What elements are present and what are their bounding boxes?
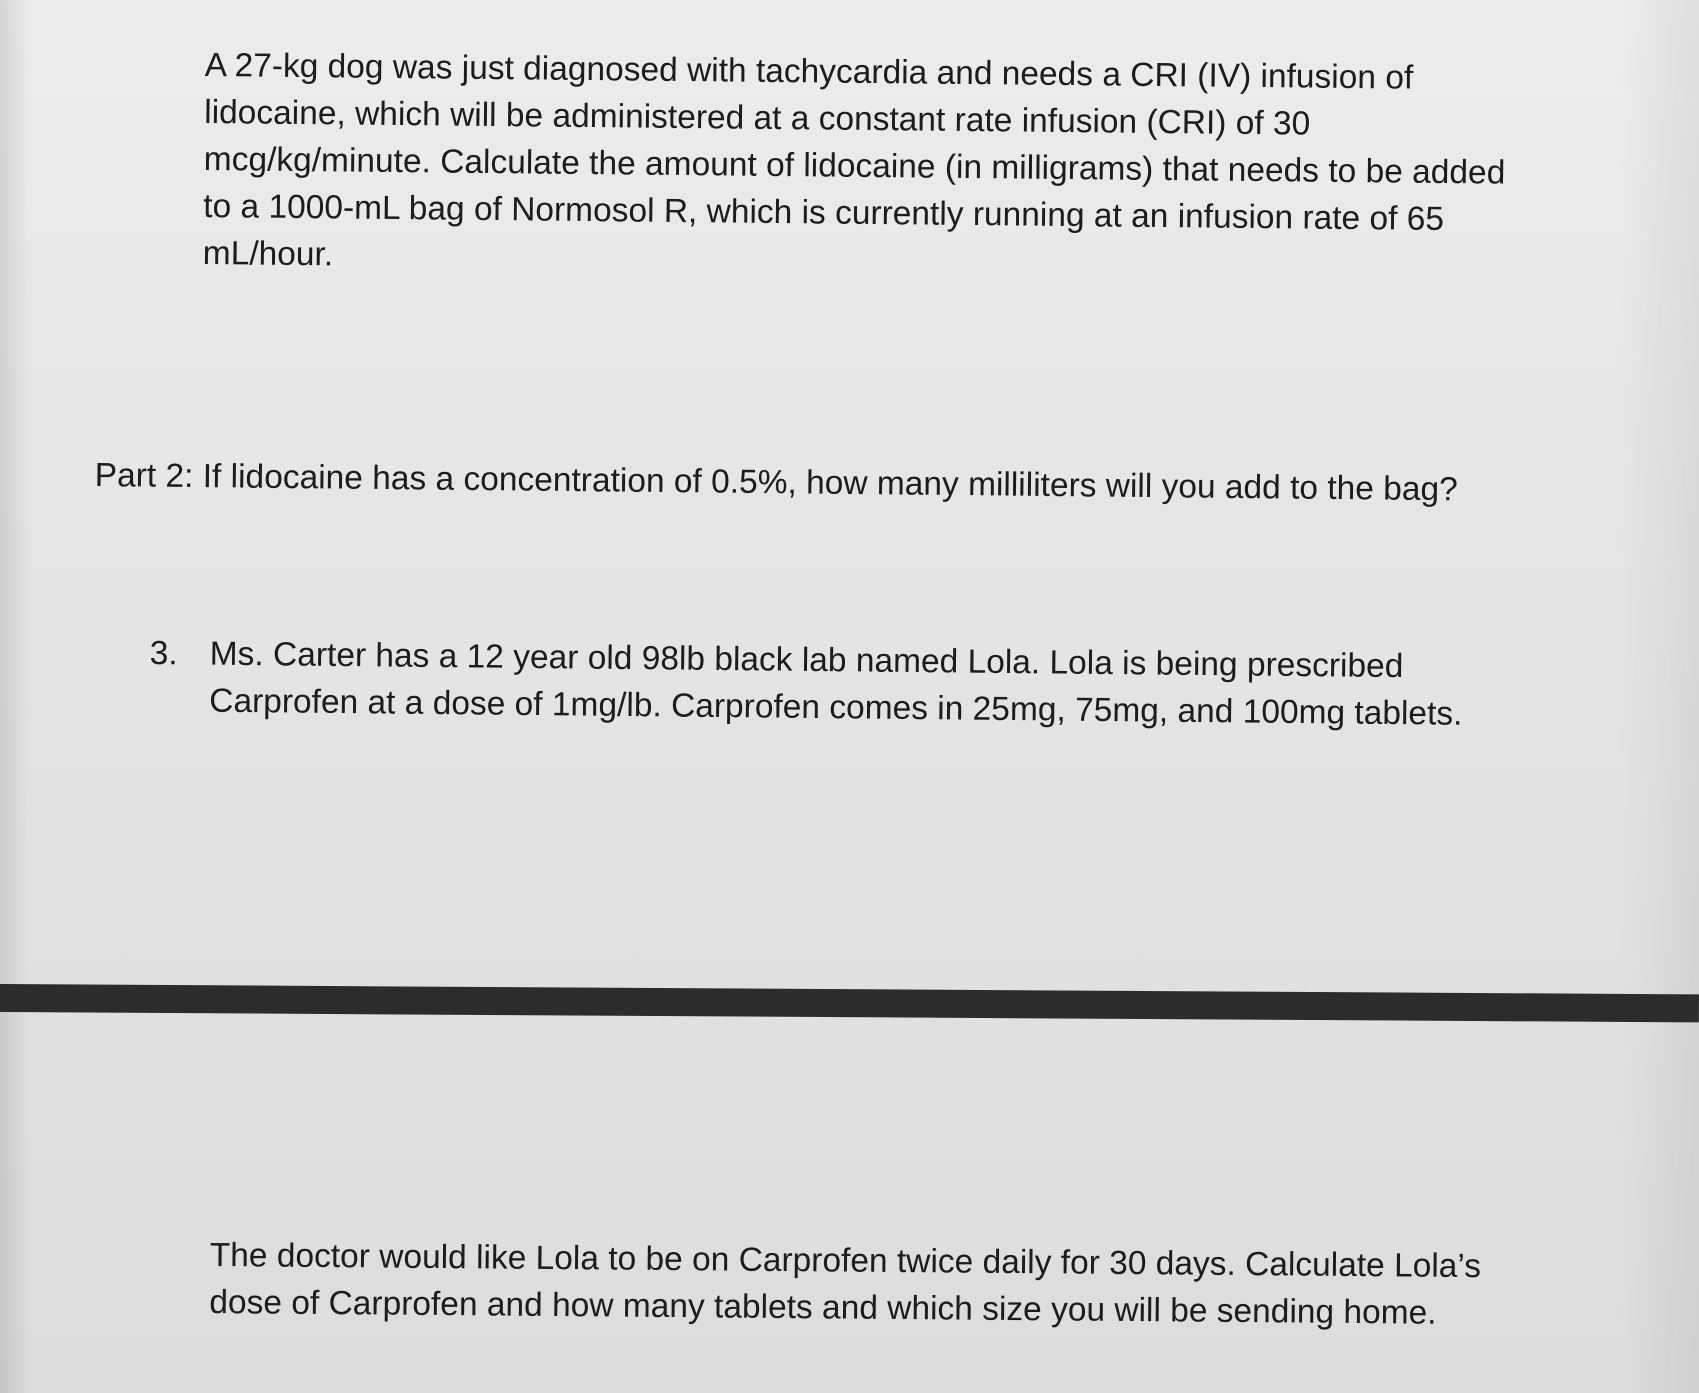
question-3-line: Carprofen at a dose of 1mg/lb. Carprofen comes in 25mg, 75mg, and 100mg tablets. xyxy=(209,682,1463,733)
question-1-paragraph xyxy=(203,42,1535,291)
part-2-question: Part 2: If lidocaine has a concentration of 0.5%, how many milliliters will you add to the bag? xyxy=(94,456,1458,509)
question-3-paragraph xyxy=(149,630,1463,738)
section-divider-bar xyxy=(0,984,1699,1022)
question-3-line: Ms. Carter has a 12 year old 98lb black lab named Lola. Lola is being prescribed xyxy=(209,635,1404,686)
question-3-followup-line: The doctor would like Lola to be on Carprofen twice daily for 30 days. Calculate Lola’s xyxy=(209,1236,1482,1286)
question-3-body xyxy=(209,631,1463,738)
question-3-followup-line: dose of Carprofen and how many tablets and which size you will be sending home. xyxy=(209,1283,1437,1332)
question-3-followup-paragraph xyxy=(209,1232,1481,1337)
question-1-line: A 27-kg dog was just diagnosed with tachycardia and needs a CRI (IV) infusion of xyxy=(204,46,1414,97)
question-3-number: 3. xyxy=(149,634,178,673)
question-1-line: lidocaine, which will be administered at a constant rate infusion (CRI) of 30 xyxy=(204,93,1311,143)
question-1-line: mcg/kg/minute. Calculate the amount of lidocaine (in milligrams) that needs to be added xyxy=(203,140,1506,192)
page-shadow-right xyxy=(1619,0,1699,1393)
question-1-line: to a 1000-mL bag of Normosol R, which is currently running at an infusion rate of 65 xyxy=(203,187,1445,238)
page-shadow-left xyxy=(0,0,30,1393)
question-1-line: mL/hour. xyxy=(202,234,334,274)
